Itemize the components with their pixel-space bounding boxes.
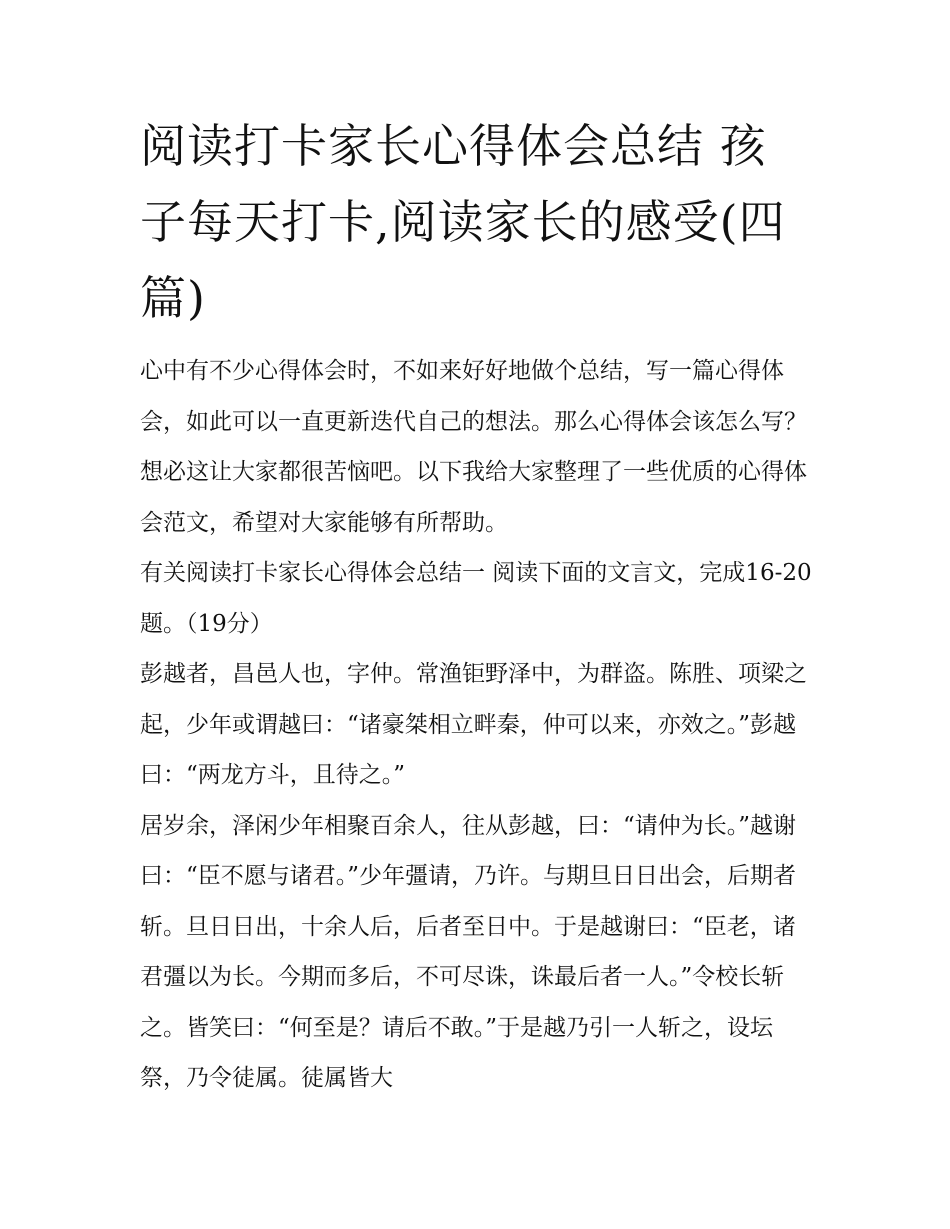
classical-text-paragraph: 彭越者，昌邑人也，字仲。常渔钜野泽中，为群盗。陈胜、项梁之起，少年或谓越曰：“诸豪桀相立畔秦，仲可以来，亦效之。”彭越曰：“两龙方斗，且待之。” xyxy=(140,661,807,788)
document-body xyxy=(140,108,812,1104)
document-title: 阅读打卡家长心得体会总结 孩子每天打卡,阅读家长的感受(四篇) xyxy=(140,119,786,325)
intro-paragraph: 心中有不少心得体会时，不如来好好地做个总结，写一篇心得体会，如此可以一直更新迭代自己的想法。那么心得体会该怎么写？想必这让大家都很苦恼吧。以下我给大家整理了一些优质的心得体会范文，希望对大家能够有所帮助。 xyxy=(140,358,807,536)
classical-text-paragraph: 居岁余，泽闲少年相聚百余人，往从彭越，曰：“请仲为长。”越谢曰：“臣不愿与诸君。”少年彊请，乃许。与期旦日日出会，后期者斩。旦日日出，十余人后，后者至日中。于是越谢曰：“臣老，诸君彊以为长。今期而多后，不可尽诛，诛最后者一人。”令校长斩之。皆笑曰：“何至是？请后不敢。”于是越乃引一人斩之，设坛祭，乃令徒属。徒属皆大 xyxy=(140,812,797,1091)
section-heading-paragraph: 有关阅读打卡家长心得体会总结一 阅读下面的文言文，完成16-20题。（19分） xyxy=(140,560,812,637)
